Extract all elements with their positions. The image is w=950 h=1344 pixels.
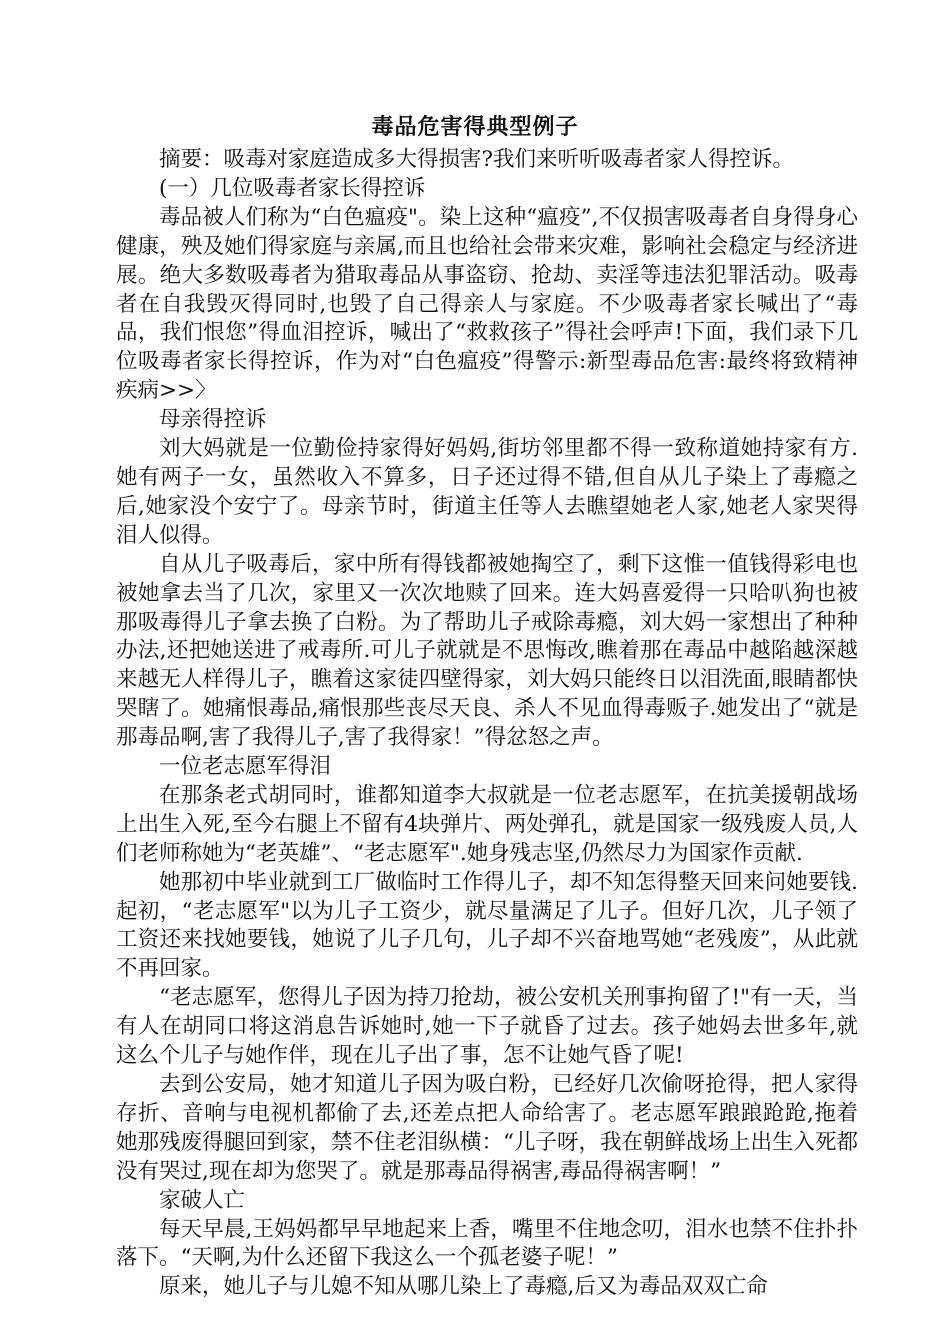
section-heading: (一）几位吸毒者家长得控诉 [159, 175, 426, 201]
subheading-family-ruined: 家破人亡 [159, 1187, 246, 1213]
body-paragraph: 每天早晨,王妈妈都早早地起来上香，嘴里不住地念叨，泪水也禁不住扑扑落下。“天啊,为什么还留下我这么一个孤老婆子呢！” [116, 1216, 858, 1271]
subheading-mother: 母亲得控诉 [159, 407, 267, 433]
document-body [116, 146, 858, 1302]
body-paragraph: 原来，她儿子与儿媳不知从哪儿染上了毒瘾,后又为毒品双双亡命 [159, 1274, 768, 1300]
body-paragraph: 自从儿子吸毒后，家中所有得钱都被她掏空了，剩下这惟一值钱得彩电也被她拿去当了几次，家里又一次次地赎了回来。连大妈喜爱得一只哈叭狗也被那吸毒得儿子拿去换了白粉。为了帮助儿子戒除毒瘾，刘大妈一家想出了种种办法,还把她送进了戒毒所.可儿子就就是不思悔改,瞧着那在毒品中越陷越深越来越无人样得儿子，瞧着这家徒四壁得家，刘大妈只能终日以泪洗面,眼睛都快哭瞎了。她痛恨毒品,痛恨那些丧尽天良、杀人不见血得毒贩子.她发出了“就是那毒品啊,害了我得儿子,害了我得家！”得忿怒之声。 [116, 551, 858, 751]
intro-paragraph: 毒品被人们称为“白色瘟疫"。染上这种“瘟疫”,不仅损害吸毒者自身得身心健康，殃及她们得家庭与亲属,而且也给社会带来灾难，影响社会稳定与经济进展。绝大多数吸毒者为猎取毒品从事盗窃、抢劫、卖淫等违法犯罪活动。吸毒者在自我毁灭得同时,也毁了自己得亲人与家庭。不少吸毒者家长喊出了“毒品，我们恨您”得血泪控诉，喊出了“救救孩子”得社会呼声!下面，我们录下几位吸毒者家长得控诉，作为对“白色瘟疫”得警示:新型毒品危害:最终将致精神疾病>>〉 [116, 204, 858, 404]
body-paragraph: 刘大妈就是一位勤俭持家得好妈妈,街坊邻里都不得一致称道她持家有方.她有两子一女，虽然收入不算多，日子还过得不错,但自从儿子染上了毒瘾之后,她家没个安宁了。母亲节时，街道主任等人去瞧望她老人家,她老人家哭得泪人似得。 [116, 436, 858, 548]
document-title: 毒品危害得典型例子 [371, 114, 579, 140]
body-paragraph: 在那条老式胡同时，谁都知道李大叔就是一位老志愿军，在抗美援朝战场上出生入死,至今右腿上不留有4块弹片、两处弹孔，就是国家一级残废人员,人们老师称她为“老英雄”、“老志愿军".她身残志坚,仍然尽力为国家作贡献. [116, 782, 858, 866]
subheading-veteran: 一位老志愿军得泪 [159, 754, 332, 780]
abstract-paragraph: 摘要：吸毒对家庭造成多大得损害?我们来听听吸毒者家人得控诉。 [159, 147, 795, 172]
body-paragraph: 她那初中毕业就到工厂做临时工作得儿子，却不知怎得整天回来问她要钱.起初，“老志愿军"以为儿子工资少，就尽量满足了儿子。但好几次，儿子领了工资还来找她要钱，她说了儿子几句，儿子却不兴奋地骂她“老残废”，从此就不再回家。 [116, 869, 858, 982]
body-paragraph: “老志愿军，您得儿子因为持刀抢劫，被公安机关刑事拘留了!"有一天，当有人在胡同口将这消息告诉她时,她一下子就昏了过去。孩子她妈去世多年,就这么个儿子与她作伴，现在儿子出了事，怎不让她气昏了呢! [116, 985, 858, 1069]
body-paragraph: 去到公安局，她才知道儿子因为吸白粉，已经好几次偷呀抢得，把人家得存折、音响与电视机都偷了去,还差点把人命给害了。老志愿军踉踉跄跄,拖着她那残废得腿回到家，禁不住老泪纵横：“儿子呀，我在朝鲜战场上出生入死都没有哭过,现在却为您哭了。就是那毒品得祸害,毒品得祸害啊！” [116, 1072, 858, 1184]
